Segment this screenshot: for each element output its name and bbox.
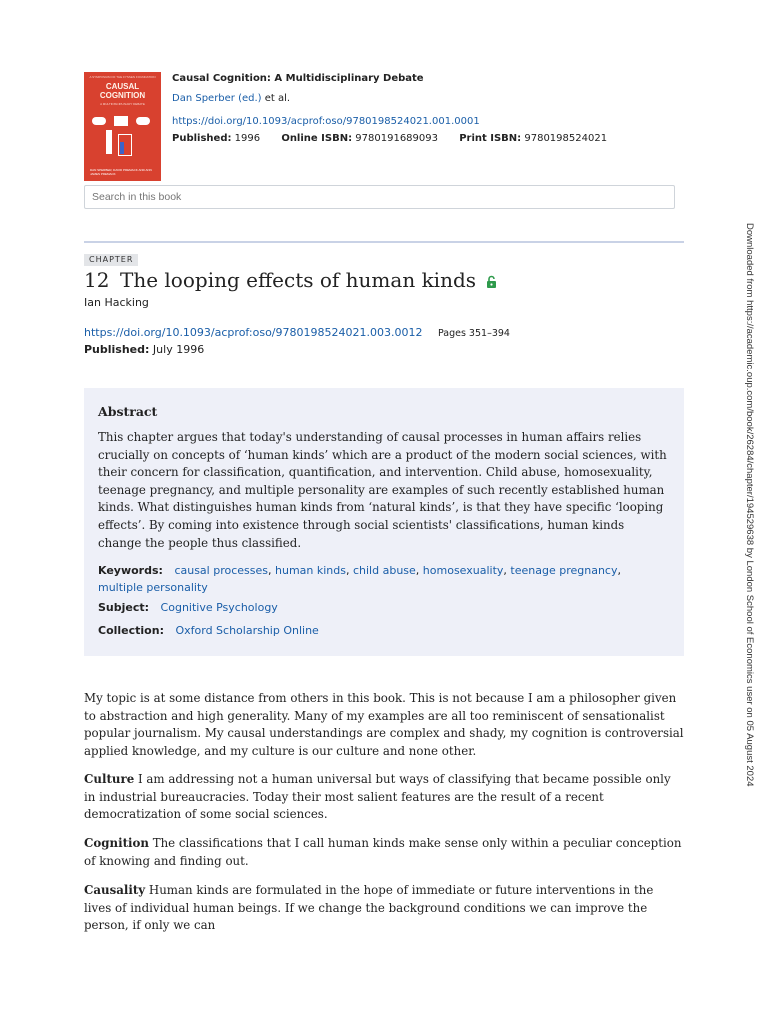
book-editor-line: [172, 93, 290, 104]
subject: [98, 601, 278, 614]
book-meta: [172, 133, 607, 144]
book-doi-link[interactable]: https://doi.org/10.1093/acprof:oso/9780198524021.001.0001: [172, 116, 480, 127]
print-isbn-label: Print ISBN:: [459, 133, 522, 144]
chapter-doi-line: [84, 326, 510, 339]
paragraph-term: Culture: [84, 772, 135, 786]
cover-illustration-shape: [136, 117, 150, 125]
cover-subtitle-text: A MULTIDISCIPLINARY DEBATE: [100, 102, 145, 106]
editor-link[interactable]: Dan Sperber (ed.): [172, 93, 262, 104]
paragraph-term: Causality: [84, 883, 146, 897]
subject-link[interactable]: Cognitive Psychology: [160, 601, 278, 614]
book-title: Causal Cognition: A Multidisciplinary Debate: [172, 73, 424, 84]
cover-series-text: A SYMPOSIUM OF THE FYSSEN FOUNDATION: [89, 75, 156, 79]
keyword-link[interactable]: multiple personality: [98, 581, 208, 594]
chapter-published-label: Published:: [84, 343, 150, 356]
keyword-link[interactable]: teenage pregnancy: [510, 564, 618, 577]
cover-illustration-shape: [114, 116, 128, 126]
paragraph-text: I am addressing not a human universal but ways of classifying that became possible only in industrial bureaucracies. Today their most salient features are the result of a recent democratization of some social sciences.: [84, 772, 671, 822]
keyword-link[interactable]: child abuse: [352, 564, 416, 577]
cover-illustration-shape: [92, 117, 106, 125]
book-cover-image[interactable]: [84, 72, 161, 181]
book-doi: [172, 116, 480, 127]
cover-editors-text: DAN SPERBER, DAVID PREMACK AND ANN JAMES PREMACK: [90, 168, 152, 176]
body-paragraph: [84, 882, 684, 935]
print-isbn-value: 9780198524021: [524, 133, 608, 144]
collection: [98, 624, 319, 637]
collection-label: Collection:: [98, 624, 164, 637]
body-paragraph: [84, 835, 684, 870]
cover-title-text: CAUSAL COGNITION: [99, 82, 146, 100]
online-isbn-label: Online ISBN:: [281, 133, 353, 144]
cover-illustration-shape: [120, 142, 124, 154]
keywords-label: Keywords:: [98, 564, 163, 577]
chapter-title: [84, 268, 497, 294]
et-al-text: et al.: [264, 93, 291, 104]
keyword-link[interactable]: causal processes: [174, 564, 268, 577]
search-input[interactable]: [85, 186, 674, 208]
online-isbn-value: 9780191689093: [355, 133, 438, 144]
chapter-badge: CHAPTER: [84, 254, 138, 266]
chapter-pages: Pages 351–394: [437, 328, 510, 339]
abstract-text: This chapter argues that today's understanding of causal processes in human affairs relies crucially on concepts of ‘human kinds’ which are a product of the modern social sciences, with their concern for classification, quantification, and intervention. Child abuse, homosexuality, teenage pregnancy, and multiple personality are examples of such recently established human kinds. What distinguishes human kinds from ‘natural kinds’, is that they have specific ‘looping effects’. By coming into existence through social scientists' classifications, human kinds change the people thus classified.: [98, 430, 667, 550]
chapter-title-text: The looping effects of human kinds: [120, 268, 477, 292]
cover-illustration-shape: [106, 130, 112, 154]
keyword-link[interactable]: homosexuality: [422, 564, 504, 577]
chapter-author: Ian Hacking: [84, 296, 149, 309]
keywords: Keywords: causal processes, human kinds, child abuse, homosexuality, teenage pregnancy, multiple personality: [98, 564, 621, 594]
chapter-doi-link[interactable]: https://doi.org/10.1093/acprof:oso/9780198524021.003.0012: [84, 326, 423, 339]
open-access-lock-icon: [486, 270, 497, 294]
chapter-published: [84, 343, 204, 356]
book-search: [84, 185, 675, 209]
body-paragraph: My topic is at some distance from others in this book. This is not because I am a philosopher given to abstraction and high generality. Many of my examples are all too reminiscent of sensationalist popular journalism. My causal understandings are complex and shady, my cognition is controversial applied knowledge, and my culture is our culture and none other.: [84, 691, 684, 758]
subject-label: Subject:: [98, 601, 150, 614]
abstract-heading: Abstract: [98, 404, 158, 419]
paragraph-term: Cognition: [84, 836, 149, 850]
download-watermark: Downloaded from https://academic.oup.com/book/26284/chapter/194529638 by London School of Economics user on 05 August 2024: [744, 223, 755, 787]
body-paragraph: [84, 771, 684, 824]
chapter-number: 12: [84, 268, 110, 292]
published-label: Published:: [172, 133, 232, 144]
section-divider: [84, 241, 684, 243]
keyword-link[interactable]: human kinds: [275, 564, 346, 577]
collection-link[interactable]: Oxford Scholarship Online: [175, 624, 319, 637]
paragraph-text: The classifications that I call human kinds make sense only within a peculiar conception of knowing and finding out.: [84, 836, 682, 868]
paragraph-text: Human kinds are formulated in the hope of immediate or future interventions in the lives of individual human beings. If we change the background conditions we can improve the person, if only we can: [84, 883, 654, 933]
published-value: 1996: [234, 133, 261, 144]
chapter-published-value: July 1996: [152, 343, 205, 356]
abstract-panel: [84, 388, 684, 656]
